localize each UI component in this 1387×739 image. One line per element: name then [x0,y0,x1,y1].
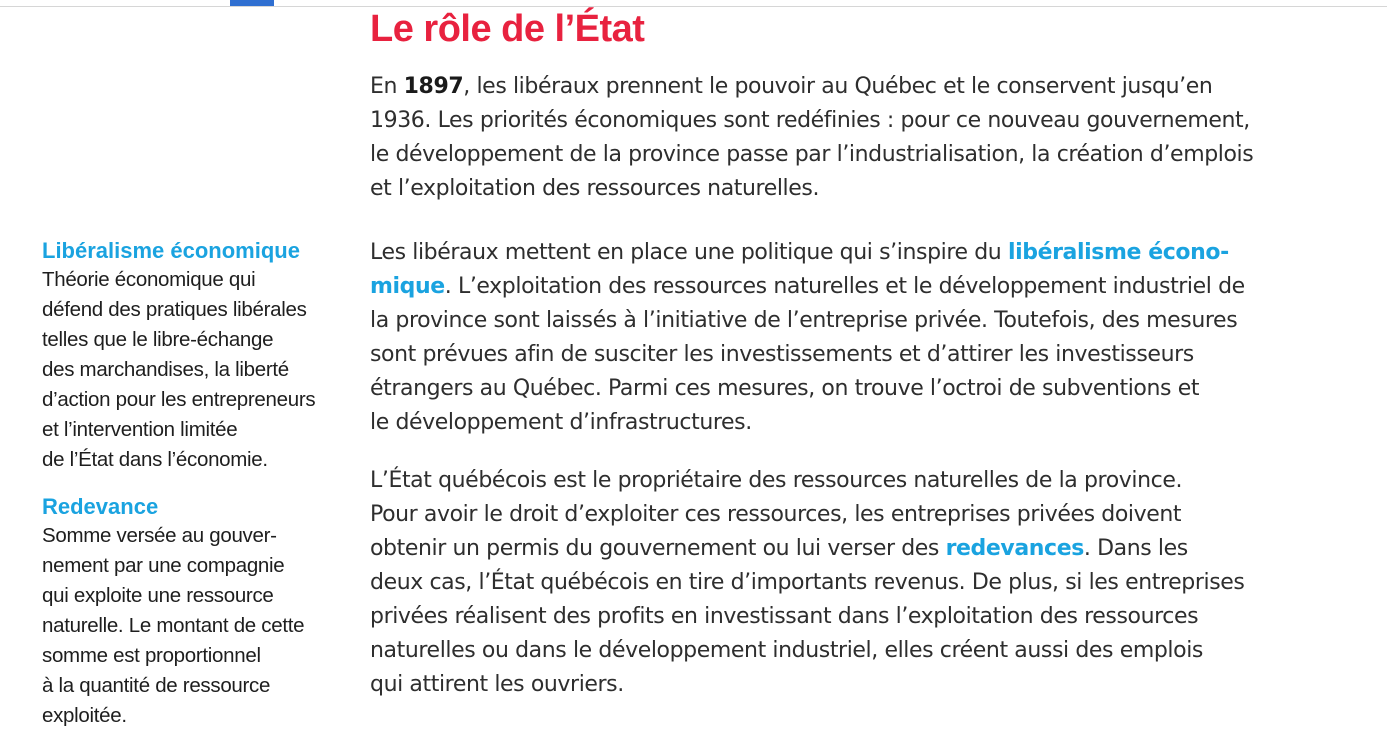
keyword-redevances[interactable]: redevances [945,536,1084,561]
page-title: Le rôle de l’État [370,8,645,50]
paragraph-2-line-2: mique. L’exploitation des ressources naturelles et le développement industriel de [370,274,1245,299]
glossary-term: Libéralisme économique [42,238,300,263]
paragraph-3-line-4: deux cas, l’État québécois en tire d’importants revenus. De plus, si les entreprises [370,570,1245,595]
paragraph-2-line-6: le développement d’infrastructures. [370,410,752,435]
keyword-liberalisme-economique-end[interactable]: mique [370,274,445,299]
glossary-entry-liberalisme [42,237,342,475]
paragraph-3-line-1: L’État québécois est le propriétaire des ressources naturelles de la province. [370,468,1183,493]
paragraph-2-line-5: étrangers au Québec. Parmi ces mesures, on trouve l’octroi de subventions et [370,376,1200,401]
paragraph-3-line-5: privées réalisent des profits en investissant dans l’exploitation des ressources [370,604,1199,629]
keyword-liberalisme-economique[interactable]: libéralisme écono- [1007,240,1229,265]
paragraph-3-line-6: naturelles ou dans le développement industriel, elles créent aussi des emplois [370,638,1203,663]
paragraph-1-line-3: le développement de la province passe par l’industrialisation, la création d’emplois [370,142,1254,167]
glossary-term: Redevance [42,494,159,519]
paragraph-1-line-2: 1936. Les priorités économiques sont redéfinies : pour ce nouveau gouvernement, [370,108,1250,133]
paragraph-3 [370,464,1370,702]
paragraph-2-line-4: sont prévues afin de susciter les investissements et d’attirer les investisseurs [370,342,1194,367]
paragraph-1-line-1: En 1897, les libéraux prennent le pouvoir au Québec et le conservent jusqu’en [370,74,1213,99]
year-1897: 1897 [403,74,464,99]
glossary-sidebar [42,237,342,731]
glossary-definition: Théorie économique qui défend des pratiques libérales telles que le libre-échange des marchandises, la liberté d’action pour les entrepreneurs et l’intervention limitée de l’État dans l’économie. [42,268,316,471]
paragraph-2 [370,236,1370,440]
page-indicator-mark [230,0,274,6]
paragraph-2-line-3: la province sont laissés à l’initiative de l’entreprise privée. Toutefois, des mesures [370,308,1238,333]
glossary-definition: Somme versée au gouver- nement par une compagnie qui exploite une ressource naturelle. Le montant de cette somme est proportionnel à la quantité de ressource exploitée. [42,524,305,727]
paragraph-2-line-1: Les libéraux mettent en place une politique qui s’inspire du libéralisme écono- [370,240,1229,265]
glossary-entry-redevance [42,493,342,731]
paragraph-1 [370,70,1370,206]
main-text [370,70,1370,702]
paragraph-3-line-2: Pour avoir le droit d’exploiter ces ressources, les entreprises privées doivent [370,502,1182,527]
paragraph-3-line-3: obtenir un permis du gouvernement ou lui verser des redevances. Dans les [370,536,1188,561]
top-divider [0,0,1387,7]
paragraph-1-line-4: et l’exploitation des ressources naturelles. [370,176,820,201]
paragraph-3-line-7: qui attirent les ouvriers. [370,672,624,697]
